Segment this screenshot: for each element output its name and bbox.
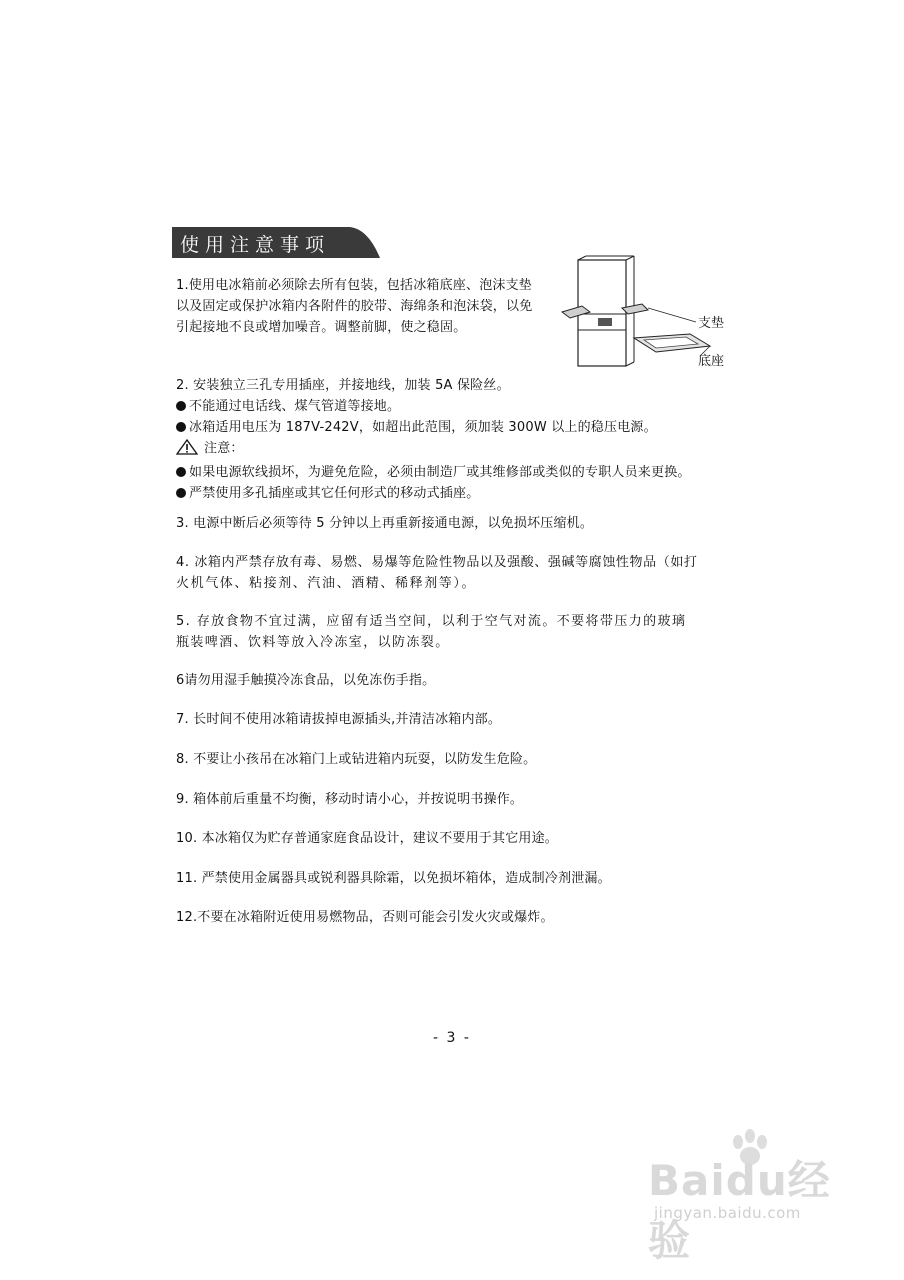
fridge-illustration [560, 250, 740, 370]
watermark-brand: Baidu经验 [648, 1156, 831, 1265]
item-12 [176, 907, 728, 928]
item-2-bullet [176, 396, 728, 417]
bullet-text: 不能通过电话线、煤气管道等接地。 [189, 399, 401, 414]
item-2-intro: 2. 安装独立三孔专用插座，并接地线，加装 5A 保险丝。 [176, 378, 510, 393]
item-5-line: 瓶装啤酒、饮料等放入冷冻室，以防冻裂。 [176, 635, 450, 650]
bullet-icon [176, 401, 186, 411]
bullet-text: 如果电源软线损坏，为避免危险，必须由制造厂或其维修部或类似的专职人员来更换。 [189, 465, 691, 480]
item-1-line: 以及固定或保护冰箱内各附件的胶带、海绵条和泡沫袋，以免 [176, 299, 533, 314]
warning-triangle-icon [176, 439, 198, 462]
watermark-url: jingyan.baidu.com [654, 1204, 801, 1222]
item-4-line: 火机气体、粘接剂、汽油、酒精、稀释剂等）。 [176, 576, 477, 591]
item-5-line: 5. 存放食物不宜过满，应留有适当空间，以利于空气对流。不要将带压力的玻璃 [176, 614, 687, 629]
item-6-text: 6请勿用湿手触摸冷冻食品，以免冻伤手指。 [176, 673, 436, 688]
bullet-icon [176, 488, 186, 498]
bullet-icon [176, 422, 186, 432]
item-1 [176, 275, 556, 338]
item-7 [176, 709, 728, 730]
label-pad: 支垫 [698, 316, 725, 331]
item-1-line: 引起接地不良或增加噪音。调整前脚，使之稳固。 [176, 320, 467, 335]
item-5 [176, 611, 728, 653]
item-6 [176, 670, 728, 691]
item-8 [176, 749, 728, 770]
item-10 [176, 828, 728, 849]
item-7-text: 7. 长时间不使用冰箱请拔掉电源插头,并清洁冰箱内部。 [176, 712, 502, 727]
warning-label: 注意： [204, 441, 244, 456]
baidu-watermark [648, 1138, 858, 1265]
item-2-bullet [176, 417, 728, 438]
item-11 [176, 868, 728, 889]
warning-bullet [176, 462, 728, 483]
item-2 [176, 375, 728, 504]
label-base: 底座 [698, 354, 725, 369]
item-4 [176, 552, 728, 594]
warning-bullet [176, 483, 728, 504]
bullet-icon [176, 467, 186, 477]
item-10-text: 10. 本冰箱仅为贮存普通家庭食品设计，建议不要用于其它用途。 [176, 831, 559, 846]
item-11-text: 11. 严禁使用金属器具或锐利器具除霜，以免损坏箱体，造成制冷剂泄漏。 [176, 871, 611, 886]
item-9 [176, 789, 728, 810]
bullet-text: 冰箱适用电压为 187V-242V，如超出此范围，须加装 300W 以上的稳压电源。 [189, 420, 657, 435]
section-title: 使用注意事项 [180, 234, 331, 256]
item-8-text: 8. 不要让小孩吊在冰箱门上或钻进箱内玩耍，以防发生危险。 [176, 752, 537, 767]
item-3-text: 3. 电源中断后必须等待 5 分钟以上再重新接通电源，以免损坏压缩机。 [176, 516, 594, 531]
item-3 [176, 513, 728, 534]
page-number: - 3 - [433, 1030, 471, 1046]
item-9-text: 9. 箱体前后重量不均衡，移动时请小心，并按说明书操作。 [176, 792, 524, 807]
section-header [172, 227, 382, 258]
warning-row [176, 438, 728, 462]
item-1-line: 1.使用电冰箱前必须除去所有包装，包括冰箱底座、泡沫支垫 [176, 278, 533, 293]
bullet-text: 严禁使用多孔插座或其它任何形式的移动式插座。 [189, 486, 480, 501]
item-12-text: 12.不要在冰箱附近使用易燃物品，否则可能会引发火灾或爆炸。 [176, 910, 554, 925]
item-4-line: 4. 冰箱内严禁存放有毒、易燃、易爆等危险性物品以及强酸、强碱等腐蚀性物品（如打 [176, 555, 698, 570]
